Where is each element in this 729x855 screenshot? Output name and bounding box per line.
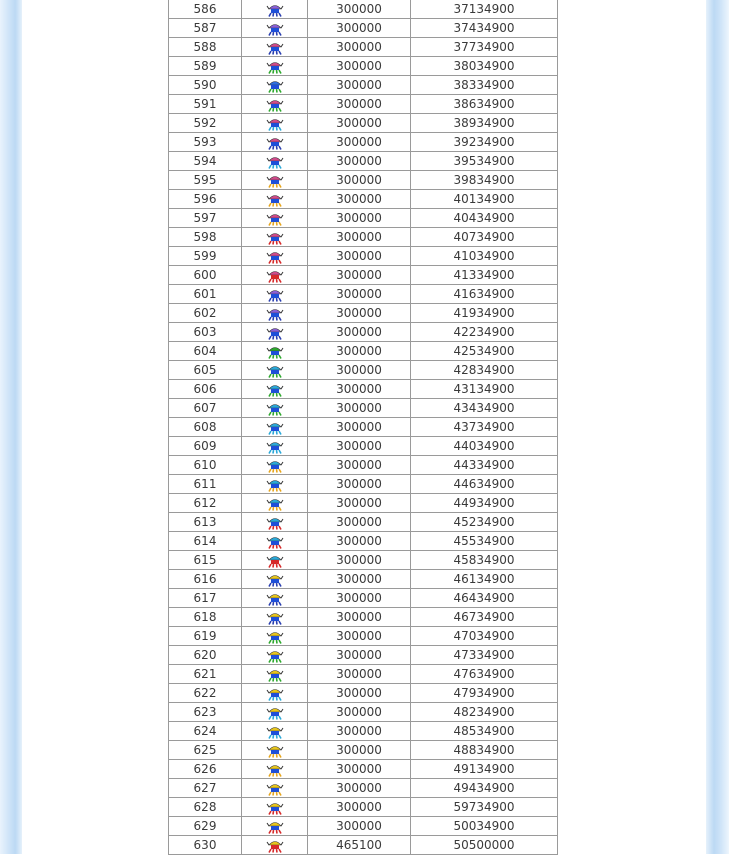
level-cell: 624 — [169, 722, 242, 741]
level-cell: 596 — [169, 190, 242, 209]
total-cell: 45234900 — [411, 513, 558, 532]
table-row — [169, 798, 558, 817]
total-cell: 38334900 — [411, 76, 558, 95]
icon-cell — [242, 399, 308, 418]
level-badge-icon — [266, 744, 284, 758]
level-badge-icon — [266, 212, 284, 226]
level-badge-icon — [266, 725, 284, 739]
level-cell: 598 — [169, 228, 242, 247]
table-row — [169, 665, 558, 684]
exp-cell: 300000 — [308, 266, 411, 285]
icon-cell — [242, 228, 308, 247]
icon-cell — [242, 209, 308, 228]
icon-cell — [242, 323, 308, 342]
total-cell: 41334900 — [411, 266, 558, 285]
page-frame-right — [706, 0, 729, 854]
level-badge-icon — [266, 383, 284, 397]
table-row — [169, 133, 558, 152]
exp-cell: 300000 — [308, 570, 411, 589]
table-row — [169, 646, 558, 665]
level-badge-icon — [266, 421, 284, 435]
total-cell: 50500000 — [411, 836, 558, 855]
exp-cell: 300000 — [308, 665, 411, 684]
icon-cell — [242, 114, 308, 133]
level-cell: 620 — [169, 646, 242, 665]
table-row — [169, 456, 558, 475]
level-cell: 613 — [169, 513, 242, 532]
level-badge-icon — [266, 60, 284, 74]
level-cell: 615 — [169, 551, 242, 570]
exp-cell: 300000 — [308, 190, 411, 209]
level-cell: 616 — [169, 570, 242, 589]
level-cell: 592 — [169, 114, 242, 133]
table-row — [169, 779, 558, 798]
table-row — [169, 247, 558, 266]
level-cell: 622 — [169, 684, 242, 703]
exp-cell: 300000 — [308, 608, 411, 627]
level-cell: 602 — [169, 304, 242, 323]
exp-cell: 300000 — [308, 342, 411, 361]
level-badge-icon — [266, 402, 284, 416]
table-row — [169, 437, 558, 456]
total-cell: 42234900 — [411, 323, 558, 342]
icon-cell — [242, 532, 308, 551]
level-badge-icon — [266, 307, 284, 321]
level-badge-icon — [266, 839, 284, 853]
table-row — [169, 57, 558, 76]
total-cell: 44634900 — [411, 475, 558, 494]
table-row — [169, 76, 558, 95]
level-badge-icon — [266, 782, 284, 796]
total-cell: 45534900 — [411, 532, 558, 551]
exp-cell: 300000 — [308, 684, 411, 703]
total-cell: 39534900 — [411, 152, 558, 171]
level-badge-icon — [266, 288, 284, 302]
table-row — [169, 703, 558, 722]
total-cell: 38634900 — [411, 95, 558, 114]
icon-cell — [242, 684, 308, 703]
exp-cell: 300000 — [308, 741, 411, 760]
exp-cell: 300000 — [308, 532, 411, 551]
level-cell: 610 — [169, 456, 242, 475]
level-badge-icon — [266, 193, 284, 207]
exp-cell: 300000 — [308, 361, 411, 380]
exp-cell: 300000 — [308, 133, 411, 152]
level-badge-icon — [266, 478, 284, 492]
table-row — [169, 209, 558, 228]
table-row — [169, 399, 558, 418]
exp-cell: 300000 — [308, 798, 411, 817]
icon-cell — [242, 342, 308, 361]
total-cell: 37134900 — [411, 0, 558, 19]
icon-cell — [242, 361, 308, 380]
table-row — [169, 418, 558, 437]
level-cell: 588 — [169, 38, 242, 57]
level-cell: 609 — [169, 437, 242, 456]
level-cell: 625 — [169, 741, 242, 760]
table-row — [169, 627, 558, 646]
total-cell: 41934900 — [411, 304, 558, 323]
level-badge-icon — [266, 668, 284, 682]
level-badge-icon — [266, 630, 284, 644]
icon-cell — [242, 247, 308, 266]
exp-cell: 300000 — [308, 171, 411, 190]
total-cell: 48834900 — [411, 741, 558, 760]
exp-cell: 300000 — [308, 0, 411, 19]
level-badge-icon — [266, 801, 284, 815]
table-row — [169, 475, 558, 494]
level-cell: 603 — [169, 323, 242, 342]
icon-cell — [242, 19, 308, 38]
exp-cell: 300000 — [308, 817, 411, 836]
level-badge-icon — [266, 174, 284, 188]
icon-cell — [242, 608, 308, 627]
table-row — [169, 513, 558, 532]
total-cell: 39234900 — [411, 133, 558, 152]
level-badge-icon — [266, 79, 284, 93]
exp-cell: 300000 — [308, 57, 411, 76]
level-cell: 628 — [169, 798, 242, 817]
icon-cell — [242, 646, 308, 665]
icon-cell — [242, 133, 308, 152]
level-cell: 605 — [169, 361, 242, 380]
page-content — [22, 0, 706, 854]
total-cell: 47634900 — [411, 665, 558, 684]
table-row — [169, 760, 558, 779]
total-cell: 42834900 — [411, 361, 558, 380]
total-cell: 44034900 — [411, 437, 558, 456]
total-cell: 37434900 — [411, 19, 558, 38]
icon-cell — [242, 0, 308, 19]
level-cell: 621 — [169, 665, 242, 684]
total-cell: 48234900 — [411, 703, 558, 722]
level-badge-icon — [266, 649, 284, 663]
level-badge-icon — [266, 117, 284, 131]
exp-cell: 300000 — [308, 19, 411, 38]
icon-cell — [242, 513, 308, 532]
level-cell: 612 — [169, 494, 242, 513]
table-row — [169, 684, 558, 703]
icon-cell — [242, 76, 308, 95]
level-badge-icon — [266, 326, 284, 340]
exp-cell: 300000 — [308, 646, 411, 665]
level-badge-icon — [266, 535, 284, 549]
level-badge-icon — [266, 250, 284, 264]
level-cell: 611 — [169, 475, 242, 494]
level-badge-icon — [266, 98, 284, 112]
icon-cell — [242, 494, 308, 513]
exp-cell: 300000 — [308, 114, 411, 133]
level-badge-icon — [266, 155, 284, 169]
icon-cell — [242, 304, 308, 323]
icon-cell — [242, 475, 308, 494]
icon-cell — [242, 589, 308, 608]
icon-cell — [242, 95, 308, 114]
table-row — [169, 266, 558, 285]
table-row — [169, 532, 558, 551]
icon-cell — [242, 266, 308, 285]
total-cell: 46434900 — [411, 589, 558, 608]
total-cell: 49134900 — [411, 760, 558, 779]
exp-cell: 300000 — [308, 38, 411, 57]
icon-cell — [242, 57, 308, 76]
table-row — [169, 722, 558, 741]
total-cell: 49434900 — [411, 779, 558, 798]
icon-cell — [242, 437, 308, 456]
exp-cell: 300000 — [308, 456, 411, 475]
page-frame-left — [0, 0, 22, 854]
exp-cell: 300000 — [308, 323, 411, 342]
level-badge-icon — [266, 459, 284, 473]
table-row — [169, 152, 558, 171]
table-row — [169, 304, 558, 323]
level-cell: 608 — [169, 418, 242, 437]
level-badge-icon — [266, 763, 284, 777]
total-cell: 44934900 — [411, 494, 558, 513]
icon-cell — [242, 836, 308, 855]
total-cell: 47934900 — [411, 684, 558, 703]
level-cell: 627 — [169, 779, 242, 798]
level-badge-icon — [266, 687, 284, 701]
total-cell: 43434900 — [411, 399, 558, 418]
table-row — [169, 19, 558, 38]
level-cell: 630 — [169, 836, 242, 855]
total-cell: 48534900 — [411, 722, 558, 741]
level-cell: 626 — [169, 760, 242, 779]
level-badge-icon — [266, 573, 284, 587]
exp-cell: 300000 — [308, 209, 411, 228]
table-row — [169, 190, 558, 209]
total-cell: 47034900 — [411, 627, 558, 646]
exp-cell: 300000 — [308, 418, 411, 437]
level-badge-icon — [266, 41, 284, 55]
icon-cell — [242, 380, 308, 399]
exp-cell: 300000 — [308, 760, 411, 779]
exp-cell: 300000 — [308, 703, 411, 722]
exp-cell: 300000 — [308, 437, 411, 456]
level-cell: 589 — [169, 57, 242, 76]
exp-cell: 300000 — [308, 513, 411, 532]
level-badge-icon — [266, 136, 284, 150]
level-badge-icon — [266, 592, 284, 606]
total-cell: 40134900 — [411, 190, 558, 209]
icon-cell — [242, 779, 308, 798]
level-badge-icon — [266, 497, 284, 511]
level-cell: 617 — [169, 589, 242, 608]
exp-cell: 300000 — [308, 285, 411, 304]
exp-cell: 300000 — [308, 494, 411, 513]
total-cell: 50034900 — [411, 817, 558, 836]
level-cell: 595 — [169, 171, 242, 190]
icon-cell — [242, 703, 308, 722]
total-cell: 40734900 — [411, 228, 558, 247]
level-table — [168, 0, 558, 855]
icon-cell — [242, 38, 308, 57]
table-row — [169, 494, 558, 513]
total-cell: 45834900 — [411, 551, 558, 570]
level-cell: 599 — [169, 247, 242, 266]
table-row — [169, 323, 558, 342]
table-row — [169, 95, 558, 114]
table-row — [169, 741, 558, 760]
icon-cell — [242, 665, 308, 684]
level-badge-icon — [266, 231, 284, 245]
level-cell: 597 — [169, 209, 242, 228]
total-cell: 38934900 — [411, 114, 558, 133]
exp-cell: 300000 — [308, 152, 411, 171]
icon-cell — [242, 285, 308, 304]
level-badge-icon — [266, 345, 284, 359]
level-cell: 614 — [169, 532, 242, 551]
total-cell: 42534900 — [411, 342, 558, 361]
level-badge-icon — [266, 611, 284, 625]
level-cell: 629 — [169, 817, 242, 836]
table-row — [169, 171, 558, 190]
table-row — [169, 228, 558, 247]
table-row — [169, 285, 558, 304]
exp-cell: 300000 — [308, 76, 411, 95]
level-cell: 606 — [169, 380, 242, 399]
total-cell: 44334900 — [411, 456, 558, 475]
exp-cell: 300000 — [308, 779, 411, 798]
level-cell: 591 — [169, 95, 242, 114]
icon-cell — [242, 152, 308, 171]
icon-cell — [242, 760, 308, 779]
total-cell: 59734900 — [411, 798, 558, 817]
level-badge-icon — [266, 554, 284, 568]
exp-cell: 300000 — [308, 95, 411, 114]
total-cell: 38034900 — [411, 57, 558, 76]
total-cell: 37734900 — [411, 38, 558, 57]
total-cell: 43734900 — [411, 418, 558, 437]
exp-cell: 465100 — [308, 836, 411, 855]
table-row — [169, 361, 558, 380]
level-badge-icon — [266, 516, 284, 530]
level-cell: 601 — [169, 285, 242, 304]
level-cell: 586 — [169, 0, 242, 19]
icon-cell — [242, 190, 308, 209]
exp-cell: 300000 — [308, 380, 411, 399]
exp-cell: 300000 — [308, 627, 411, 646]
exp-cell: 300000 — [308, 589, 411, 608]
exp-cell: 300000 — [308, 399, 411, 418]
table-row — [169, 608, 558, 627]
level-badge-icon — [266, 364, 284, 378]
level-cell: 590 — [169, 76, 242, 95]
table-row — [169, 836, 558, 855]
level-cell: 600 — [169, 266, 242, 285]
icon-cell — [242, 741, 308, 760]
level-cell: 593 — [169, 133, 242, 152]
total-cell: 40434900 — [411, 209, 558, 228]
total-cell: 39834900 — [411, 171, 558, 190]
level-cell: 618 — [169, 608, 242, 627]
table-row — [169, 0, 558, 19]
level-cell: 604 — [169, 342, 242, 361]
level-badge-icon — [266, 22, 284, 36]
total-cell: 46134900 — [411, 570, 558, 589]
total-cell: 43134900 — [411, 380, 558, 399]
icon-cell — [242, 418, 308, 437]
level-cell: 594 — [169, 152, 242, 171]
level-badge-icon — [266, 269, 284, 283]
table-row — [169, 380, 558, 399]
exp-cell: 300000 — [308, 551, 411, 570]
icon-cell — [242, 798, 308, 817]
icon-cell — [242, 722, 308, 741]
table-row — [169, 551, 558, 570]
level-badge-icon — [266, 706, 284, 720]
level-badge-icon — [266, 820, 284, 834]
level-cell: 619 — [169, 627, 242, 646]
icon-cell — [242, 456, 308, 475]
icon-cell — [242, 171, 308, 190]
table-row — [169, 114, 558, 133]
level-cell: 623 — [169, 703, 242, 722]
exp-cell: 300000 — [308, 722, 411, 741]
icon-cell — [242, 551, 308, 570]
total-cell: 47334900 — [411, 646, 558, 665]
exp-cell: 300000 — [308, 304, 411, 323]
level-badge-icon — [266, 440, 284, 454]
exp-cell: 300000 — [308, 475, 411, 494]
table-row — [169, 38, 558, 57]
icon-cell — [242, 570, 308, 589]
total-cell: 41034900 — [411, 247, 558, 266]
level-badge-icon — [266, 3, 284, 17]
total-cell: 41634900 — [411, 285, 558, 304]
exp-cell: 300000 — [308, 247, 411, 266]
icon-cell — [242, 627, 308, 646]
table-row — [169, 589, 558, 608]
exp-cell: 300000 — [308, 228, 411, 247]
total-cell: 46734900 — [411, 608, 558, 627]
table-row — [169, 570, 558, 589]
level-table-body — [169, 0, 558, 855]
icon-cell — [242, 817, 308, 836]
level-cell: 587 — [169, 19, 242, 38]
level-cell: 607 — [169, 399, 242, 418]
table-row — [169, 342, 558, 361]
table-row — [169, 817, 558, 836]
